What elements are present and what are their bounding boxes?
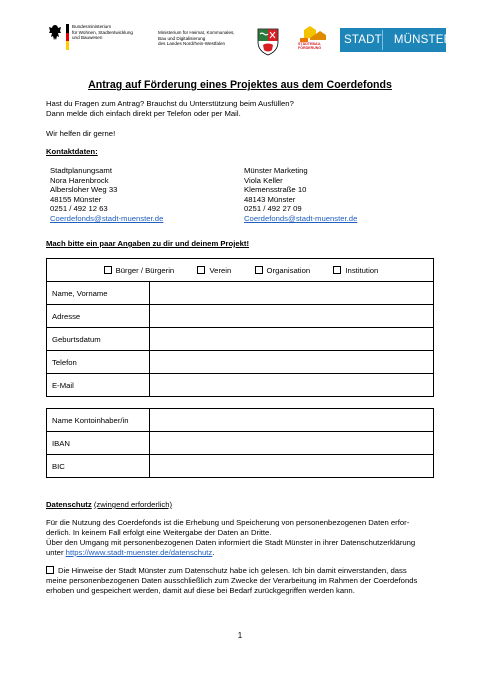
flag-bar bbox=[66, 24, 69, 50]
page-title: Antrag auf Förderung eines Projektes aus dem Coerdefonds bbox=[88, 79, 392, 91]
privacy-heading-line bbox=[46, 500, 440, 510]
contact-left: Stadtplanungsamt Nora Harenbrock Albersloher Weg 33 48155 Münster 0251 / 492 12 63 Coerdefonds@stadt-muenster.de bbox=[50, 166, 164, 223]
field-label-phone: Telefon bbox=[47, 351, 150, 374]
applicant-type-row bbox=[47, 259, 434, 282]
field-label-birthdate: Geburtsdatum bbox=[47, 328, 150, 351]
intro-help: Wir helfen dir gerne! bbox=[46, 129, 116, 138]
checkbox-icon bbox=[197, 266, 205, 274]
field-label-address: Adresse bbox=[47, 305, 150, 328]
address-field[interactable] bbox=[150, 305, 434, 328]
table-row bbox=[47, 374, 434, 397]
logo-divider bbox=[382, 30, 383, 50]
privacy-text: Für die Nutzung des Coerdefonds ist die Erhebung und Speicherung von personenbezogenen Daten erfor- derlich. In keinem Fall erfolgt eine Weitergabe der Daten an Dritte. Über den Umgang mit personenbezogenen Daten informiert die Stadt Münster in ihrer Datenschutzerklärung unter https://www.stadt-muenster.de/datenschutz. bbox=[46, 518, 416, 557]
page-number: 1 bbox=[237, 631, 243, 640]
table-row bbox=[47, 282, 434, 305]
table-row bbox=[47, 351, 434, 374]
checkbox-icon bbox=[104, 266, 112, 274]
contacts-heading: Kontaktdaten: bbox=[46, 147, 98, 156]
contact-right-email-link[interactable]: Coerdefonds@stadt-muenster.de bbox=[244, 213, 358, 223]
privacy-link[interactable]: https://www.stadt-muenster.de/datenschutz bbox=[65, 548, 213, 557]
table-row bbox=[47, 409, 434, 432]
field-label-iban: IBAN bbox=[47, 432, 150, 455]
field-label-bic: BIC bbox=[47, 455, 150, 478]
field-label-account-holder: Name Kontoinhaber/in bbox=[47, 409, 150, 432]
bank-data-table bbox=[46, 408, 434, 478]
form-heading: Mach bitte ein paar Angaben zu dir und deinem Projekt! bbox=[46, 239, 250, 248]
table-row bbox=[47, 305, 434, 328]
account-holder-field[interactable] bbox=[150, 409, 434, 432]
field-label-email: E-Mail bbox=[47, 374, 150, 397]
staedtebau-logo: STÄDTEBAU- FÖRDERUNG bbox=[298, 26, 328, 56]
checkbox-icon bbox=[333, 266, 341, 274]
consent-text: Die Hinweise der Stadt Münster zum Datenschutz habe ich gelesen. Ich bin damit einverstanden, dass meine personenbezogenen Daten ausschließlich zum Zwecke der Verarbeitung im Rahmen der Coerdefonds erhoben und gespeichert werden, damit auf diese bei Bedarf zurückgegriffen werden kann. bbox=[46, 566, 418, 595]
bund-text: Bundesministerium für Wohnen, Stadtentwicklung und Bauwesen bbox=[72, 24, 133, 41]
iban-field[interactable] bbox=[150, 432, 434, 455]
checkbox-verein[interactable]: Verein bbox=[197, 266, 231, 275]
stadt-word: STADT bbox=[344, 34, 382, 46]
consent-checkbox[interactable] bbox=[46, 566, 54, 574]
checkbox-institution[interactable]: Institution bbox=[333, 266, 378, 275]
table-row bbox=[47, 432, 434, 455]
privacy-heading: Datenschutz bbox=[46, 500, 92, 509]
checkbox-buerger[interactable]: Bürger / Bürgerin bbox=[104, 266, 175, 275]
nrw-crest-icon bbox=[257, 28, 279, 56]
field-label-name: Name, Vorname bbox=[47, 282, 150, 305]
personal-data-table bbox=[46, 258, 434, 397]
email-field[interactable] bbox=[150, 374, 434, 397]
eagle-icon bbox=[48, 24, 62, 44]
table-row bbox=[47, 455, 434, 478]
phone-field[interactable] bbox=[150, 351, 434, 374]
privacy-heading-note: (zwingend erforderlich) bbox=[93, 500, 173, 509]
ministerium-text: Ministerium für Heimat, Kommunales, Bau und Digitalisierung des Landes Nordrhein-Westfalen bbox=[158, 30, 235, 47]
bic-field[interactable] bbox=[150, 455, 434, 478]
table-row bbox=[47, 328, 434, 351]
intro-text: Hast du Fragen zum Antrag? Brauchst du Unterstützung beim Ausfüllen? Dann melde dich einfach direkt per Telefon oder per Mail. bbox=[46, 99, 294, 118]
contact-left-email-link[interactable]: Coerdefonds@stadt-muenster.de bbox=[50, 213, 164, 223]
checkbox-organisation[interactable]: Organisation bbox=[255, 266, 311, 275]
contact-right: Münster Marketing Viola Keller Klemensstraße 10 48143 Münster 0251 / 492 27 09 Coerdefonds@stadt-muenster.de bbox=[244, 166, 358, 223]
bund-logo bbox=[48, 24, 148, 54]
checkbox-icon bbox=[255, 266, 263, 274]
muenster-word: MÜNSTER bbox=[393, 34, 453, 46]
name-field[interactable] bbox=[150, 282, 434, 305]
stadt-muenster-logo bbox=[340, 28, 453, 52]
staedtebau-house-icon bbox=[298, 26, 328, 56]
birthdate-field[interactable] bbox=[150, 328, 434, 351]
